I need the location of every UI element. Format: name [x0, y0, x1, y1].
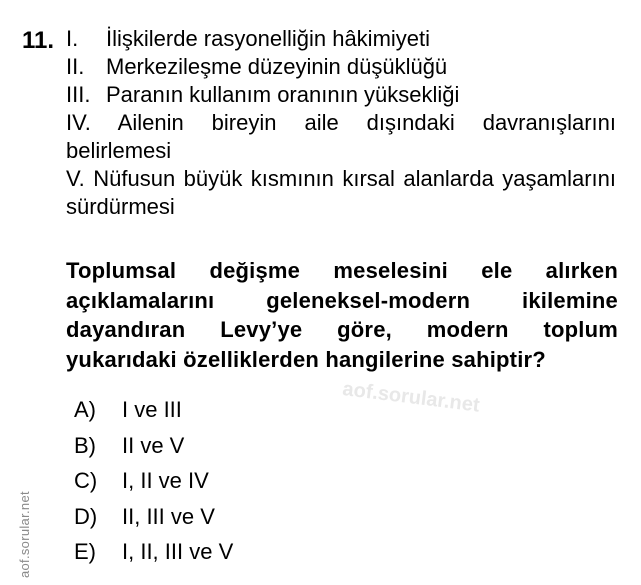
- question-stem: Toplumsal değişme meselesini ele alırken açıklamalarını geleneksel-modern ikilemine dayandıran Levy’ye göre, modern toplum yukarıdaki özelliklerden hangilerine sahiptir?: [66, 258, 618, 372]
- watermark-center: aof.sorular.net: [341, 378, 481, 417]
- option-letter: E): [74, 539, 96, 564]
- statement-list: [66, 25, 616, 221]
- answer-options: [74, 392, 233, 570]
- option-text: I, II ve IV: [122, 468, 209, 493]
- statement-text: Ailenin bireyin aile dışındaki davranışlarını belirlemesi: [66, 110, 616, 163]
- statement-item: [66, 53, 616, 81]
- statement-text: Nüfusun büyük kısmının kırsal alanlarda yaşamlarını sürdürmesi: [66, 166, 616, 219]
- statement-numeral: V.: [66, 166, 85, 191]
- statement-text: Merkezileşme düzeyinin düşüklüğü: [106, 54, 448, 79]
- option-text: II ve V: [122, 432, 185, 458]
- statement-item: [66, 109, 616, 165]
- option-letter: A): [74, 397, 96, 422]
- option-letter: B): [74, 432, 96, 458]
- option-letter: C): [74, 468, 98, 493]
- statement-item: [66, 81, 616, 109]
- option-letter: D): [74, 503, 98, 529]
- option-b[interactable]: [74, 428, 233, 464]
- option-e[interactable]: [74, 534, 233, 570]
- option-c[interactable]: [74, 463, 233, 499]
- statement-item: [66, 165, 616, 221]
- statement-text: Paranın kullanım oranının yüksekliği: [106, 82, 460, 107]
- option-text: I ve III: [122, 397, 182, 422]
- question-number: 11.: [22, 27, 55, 54]
- statement-item: [66, 25, 616, 53]
- watermark-side: aof.sorular.net: [17, 491, 32, 578]
- option-text: II, III ve V: [122, 503, 215, 529]
- statement-numeral: II.: [66, 54, 85, 79]
- statement-numeral: III.: [66, 82, 91, 107]
- option-a[interactable]: [74, 392, 233, 428]
- statement-numeral: IV.: [66, 110, 91, 135]
- statement-numeral: I.: [66, 26, 79, 51]
- option-d[interactable]: [74, 499, 233, 535]
- statement-text: İlişkilerde rasyonelliğin hâkimiyeti: [106, 26, 431, 51]
- option-text: I, II, III ve V: [122, 539, 234, 564]
